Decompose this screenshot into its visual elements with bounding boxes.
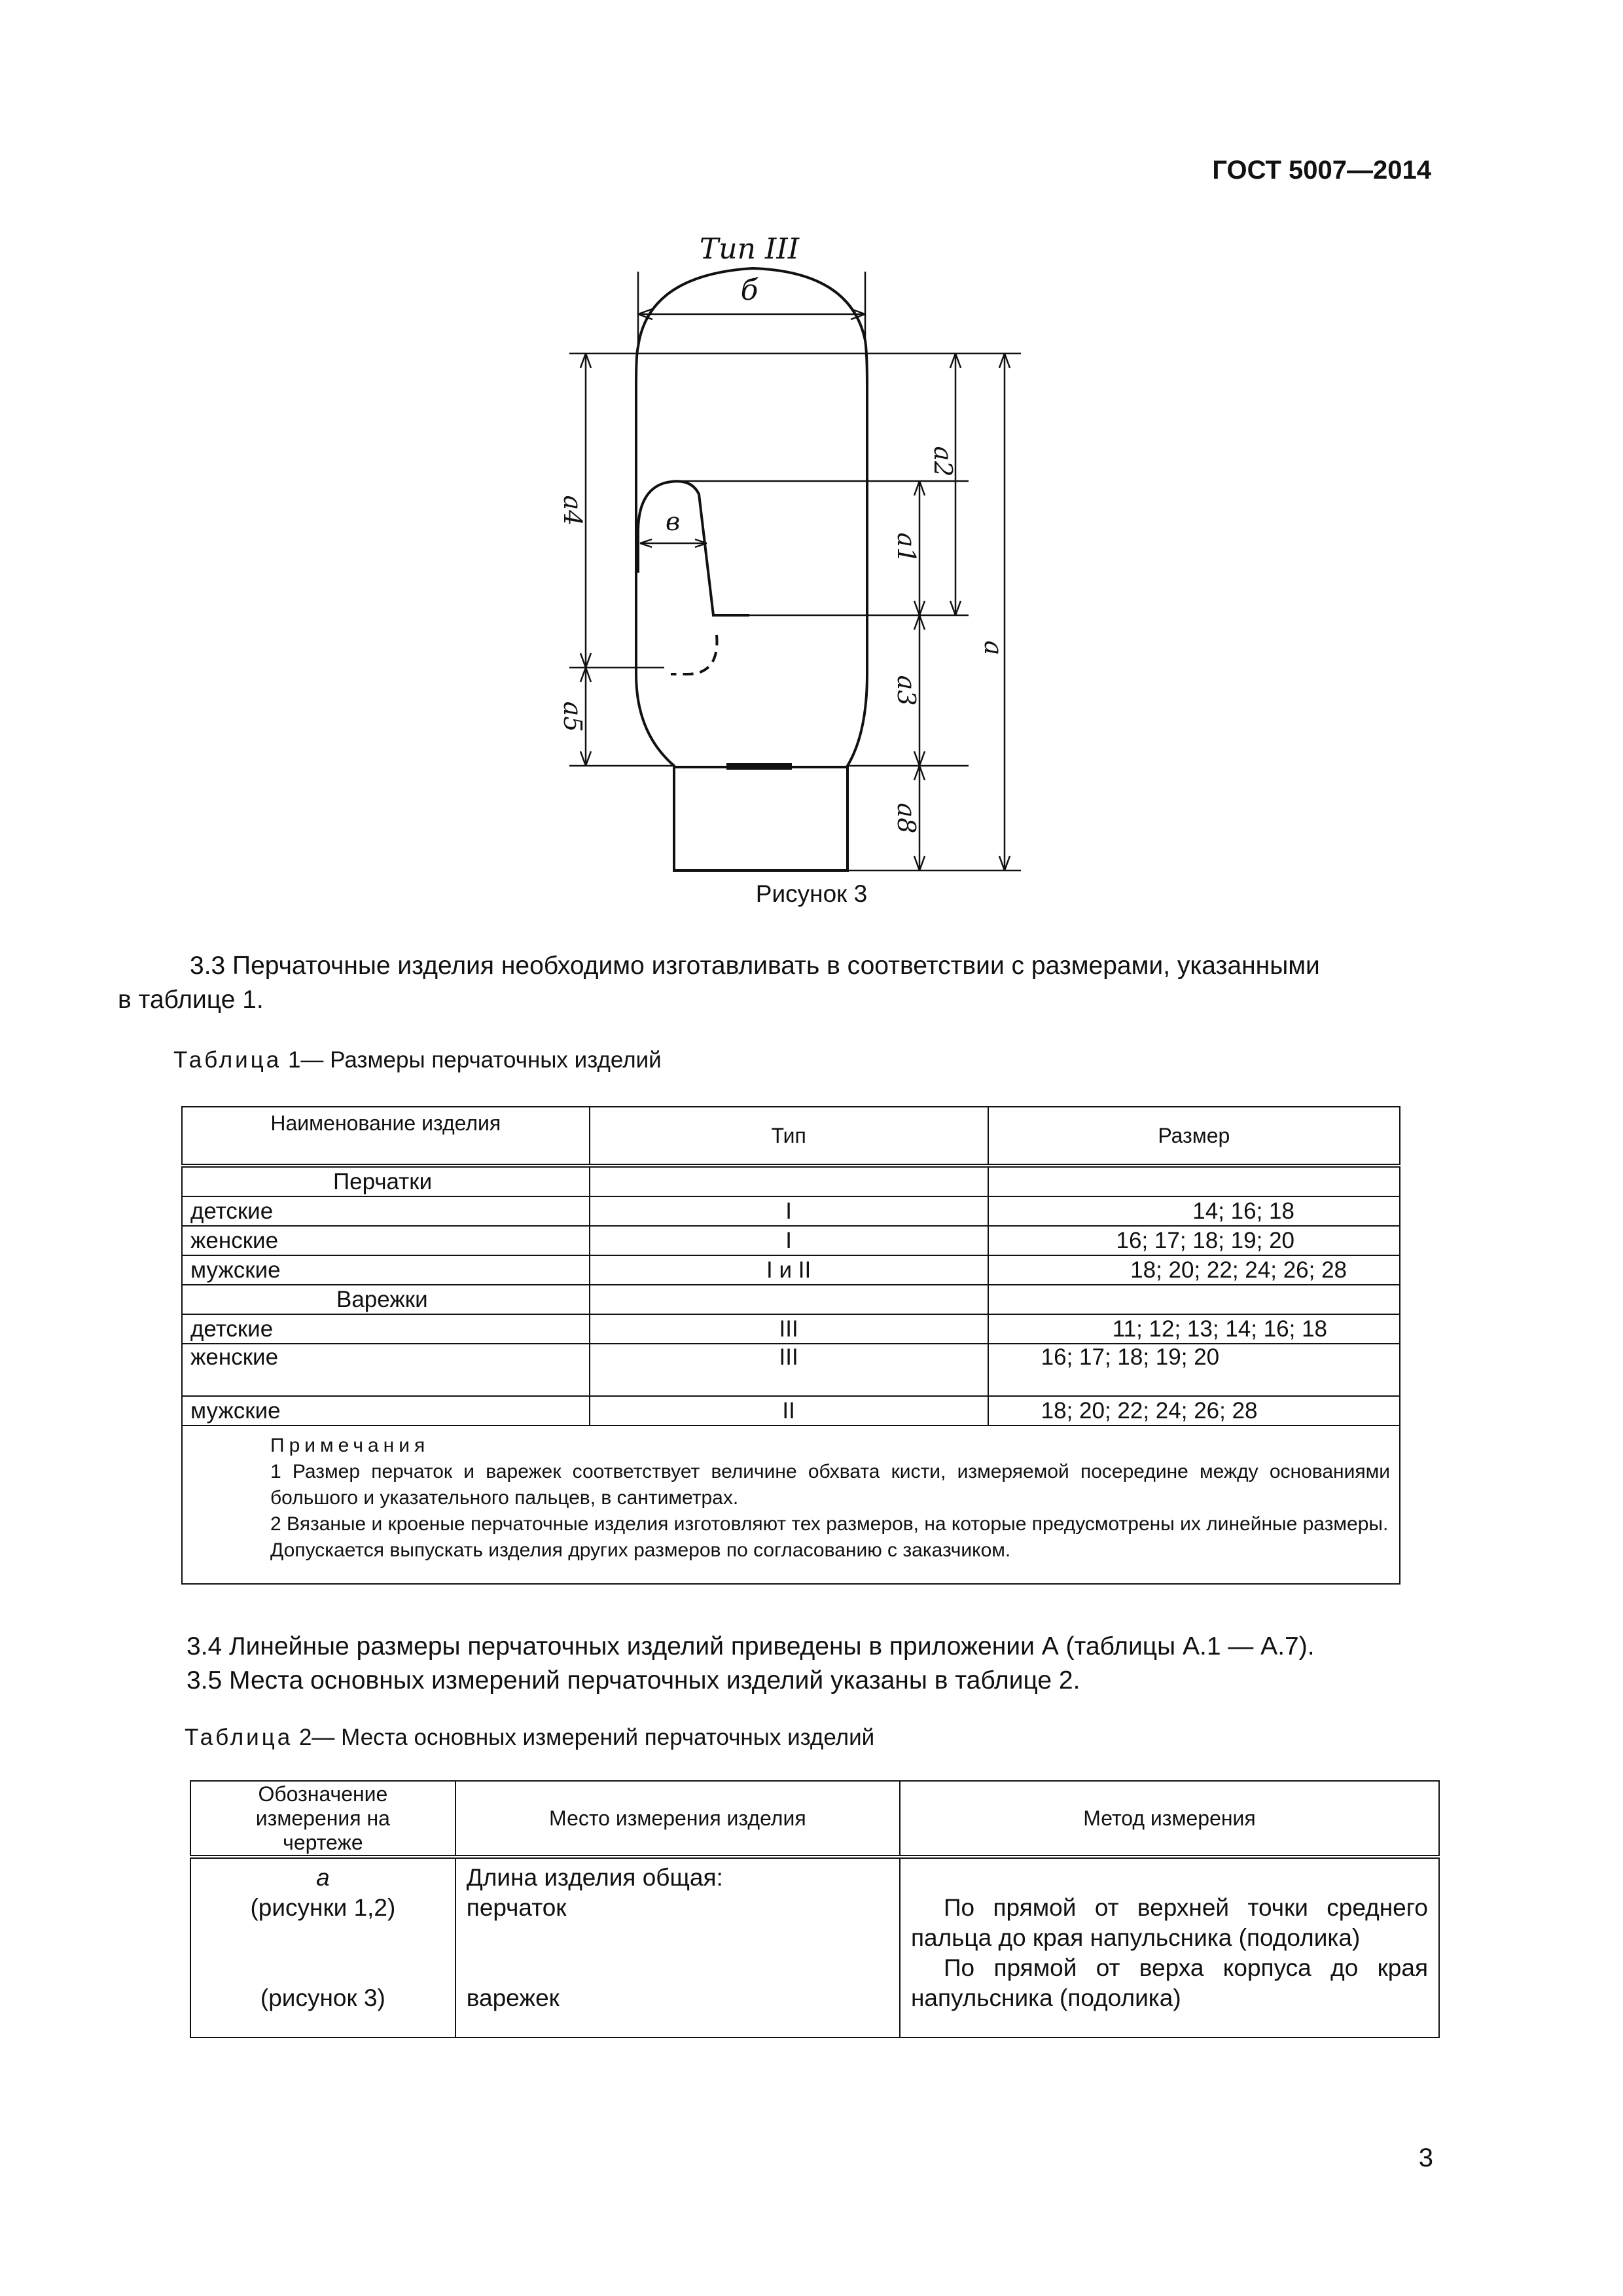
table2-symbol: а bbox=[316, 1864, 330, 1891]
table1-cell-type: I bbox=[590, 1226, 988, 1255]
table2-measurement-places bbox=[190, 1780, 1440, 2038]
table-row bbox=[182, 1344, 1400, 1396]
table1-cell-type bbox=[590, 1285, 988, 1314]
table-row bbox=[182, 1166, 1400, 1196]
table1-note-3: Допускается выпускать изделия других размеров по согласованию с заказчиком. bbox=[270, 1539, 1011, 1561]
table1-caption-text: 1— Размеры перчаточных изделий bbox=[287, 1047, 662, 1073]
dim-label-width: б bbox=[740, 274, 758, 307]
table1-cell-type: III bbox=[590, 1314, 988, 1344]
dim-label-a8: а8 bbox=[892, 802, 921, 834]
table1-cell-type bbox=[590, 1166, 988, 1196]
dim-label-b: в bbox=[665, 507, 681, 536]
table1-cell-type: I bbox=[590, 1196, 988, 1226]
table2-place-gloves: перчаток bbox=[466, 1894, 567, 1921]
table2-cell-method bbox=[900, 1857, 1439, 2037]
table2-place-mittens: варежек bbox=[466, 1984, 560, 2011]
table1-cell-size: 16; 17; 18; 19; 20 bbox=[988, 1344, 1400, 1396]
dim-label-a5: а5 bbox=[558, 701, 587, 732]
table1-cell-size: 16; 17; 18; 19; 20 bbox=[988, 1226, 1400, 1255]
dim-label-a: а bbox=[979, 640, 1008, 656]
paragraph-3-3 bbox=[118, 949, 1427, 1017]
table1-cell-size: 14; 16; 18 bbox=[988, 1196, 1400, 1226]
table-row bbox=[182, 1255, 1400, 1285]
paragraph-3-4: 3.4 Линейные размеры перчаточных изделий приведены в приложении А (таблицы А.1 — А.7). bbox=[187, 1632, 1315, 1660]
table-row bbox=[182, 1226, 1400, 1255]
table-row bbox=[182, 1196, 1400, 1226]
table1-notes bbox=[182, 1426, 1400, 1584]
page-number: 3 bbox=[1418, 2144, 1433, 2172]
table2-cell-symbol bbox=[190, 1857, 455, 2037]
table1-notes-title: Примечания bbox=[270, 1435, 430, 1456]
table1-cell-size: 18; 20; 22; 24; 26; 28 bbox=[988, 1396, 1400, 1426]
table2-caption-label: Таблица bbox=[185, 1725, 293, 1750]
table2-place-title: Длина изделия общая: bbox=[466, 1864, 723, 1891]
table1-group-gloves: Перчатки bbox=[182, 1166, 590, 1196]
dim-label-a4: а4 bbox=[558, 495, 587, 526]
table1-cell-size: 11; 12; 13; 14; 16; 18 bbox=[988, 1314, 1400, 1344]
table1-cell-name: женские bbox=[182, 1344, 590, 1396]
table1-cell-name: детские bbox=[182, 1314, 590, 1344]
cuff-stitch-mark bbox=[726, 763, 792, 770]
figure-mitten-type-3 bbox=[524, 216, 1047, 890]
table1-group-mittens: Варежки bbox=[182, 1285, 590, 1314]
paragraphs-3-4-3-5 bbox=[187, 1630, 1495, 1698]
table2-caption-text: 2— Места основных измерений перчаточных изделий bbox=[298, 1725, 875, 1750]
table1-note-2: 2 Вязаные и кроеные перчаточные изделия изготовляют тех размеров, на которые предусмотрены их линейные размеры. bbox=[270, 1513, 1389, 1535]
table1-cell-name: женские bbox=[182, 1226, 590, 1255]
table1-cell-name: мужские bbox=[182, 1255, 590, 1285]
table1-header-size: Размер bbox=[988, 1107, 1400, 1166]
paragraph-3-3-line2: в таблице 1. bbox=[118, 986, 264, 1014]
table1-header-name: Наименование изделия bbox=[182, 1107, 590, 1166]
table2-header-symbol: Обозначение измерения на чертеже bbox=[190, 1781, 455, 1857]
table-row bbox=[182, 1285, 1400, 1314]
table1-notes-row bbox=[182, 1426, 1400, 1584]
table2-ref-figures-1-2: (рисунки 1,2) bbox=[250, 1894, 396, 1921]
table1-cell-type: II bbox=[590, 1396, 988, 1426]
table2-cell-place bbox=[455, 1857, 900, 2037]
table1-caption-label: Таблица bbox=[173, 1047, 282, 1073]
paragraph-3-3-line1: 3.3 Перчаточные изделия необходимо изготавливать в соответствии с размерами, указанными bbox=[190, 952, 1320, 980]
figure-type-label: Тип III bbox=[699, 232, 800, 266]
table2-header-place: Место измерения изделия bbox=[455, 1781, 900, 1857]
dim-label-a2: а2 bbox=[929, 446, 957, 477]
mitten-drawing bbox=[524, 216, 1047, 890]
table2-method-gloves: По прямой от верхней точки среднего пальца до края напульсника (подолика) bbox=[910, 1894, 1428, 1951]
table-row bbox=[182, 1314, 1400, 1344]
table1-cell-name: мужские bbox=[182, 1396, 590, 1426]
table1-cell-size: 18; 20; 22; 24; 26; 28 bbox=[988, 1255, 1400, 1285]
table1-cell-size bbox=[988, 1285, 1400, 1314]
table-row bbox=[190, 1857, 1439, 2037]
table1-note-1: 1 Размер перчаток и варежек соответствует величине обхвата кисти, измеряемой посередине между основаниями большого и указательного пальцев, в сантиметрах. bbox=[270, 1461, 1390, 1509]
figure-caption: Рисунок 3 bbox=[755, 880, 868, 907]
table1-header-type: Тип bbox=[590, 1107, 988, 1166]
table2-caption bbox=[185, 1725, 874, 1751]
dim-label-a3: а3 bbox=[892, 675, 921, 706]
table2-ref-figure-3: (рисунок 3) bbox=[260, 1984, 385, 2011]
table1-cell-type: III bbox=[590, 1344, 988, 1396]
table1-cell-name: детские bbox=[182, 1196, 590, 1226]
table-row bbox=[182, 1396, 1400, 1426]
table1-glove-sizes bbox=[181, 1106, 1400, 1585]
table2-method-mittens: По прямой от верха корпуса до края напульсника (подолика) bbox=[910, 1954, 1428, 2011]
document-code: ГОСТ 5007—2014 bbox=[1212, 156, 1431, 185]
table1-caption bbox=[173, 1047, 662, 1073]
table1-cell-size bbox=[988, 1166, 1400, 1196]
table2-header-method: Метод измерения bbox=[900, 1781, 1439, 1857]
dim-label-a1: а1 bbox=[892, 532, 921, 564]
paragraph-3-5: 3.5 Места основных измерений перчаточных изделий указаны в таблице 2. bbox=[187, 1666, 1080, 1695]
table1-cell-type: I и II bbox=[590, 1255, 988, 1285]
